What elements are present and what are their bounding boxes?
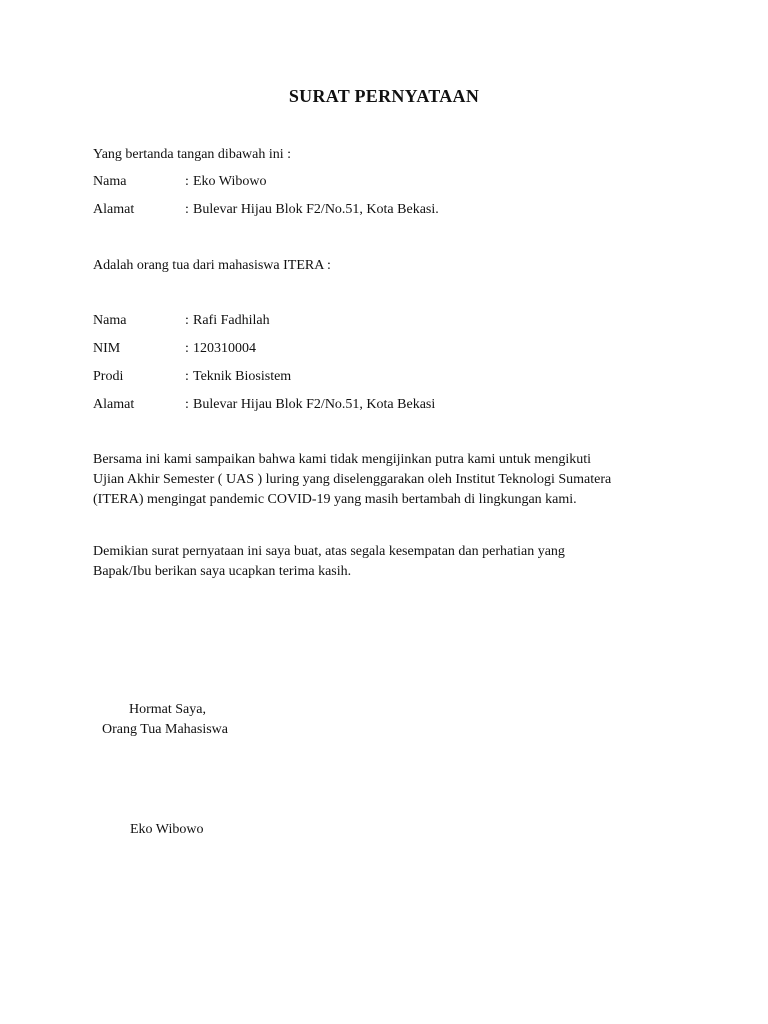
parent-address-row	[93, 200, 439, 220]
student-address-value: Bulevar Hijau Blok F2/No.51, Kota Bekasi	[193, 397, 436, 412]
field-label: Nama	[93, 313, 127, 328]
statement-line: Bersama ini kami sampaikan bahwa kami tidak mengijinkan putra kami untuk mengikuti	[93, 452, 592, 467]
statement-line: Ujian Akhir Semester ( UAS ) luring yang diselenggarakan oleh Institut Teknologi Sumatera	[93, 472, 612, 487]
student-intro-text: Adalah orang tua dari mahasiswa ITERA :	[93, 258, 331, 273]
letter-title: SURAT PERNYATAAN	[288, 86, 480, 106]
parent-name-row	[93, 172, 266, 192]
field-label: Prodi	[93, 369, 124, 384]
signature-name: Eko Wibowo	[130, 822, 204, 837]
field-separator: :	[185, 313, 189, 328]
field-label: Nama	[93, 174, 127, 189]
signature-salutation: Hormat Saya,	[129, 702, 206, 717]
field-separator: :	[185, 369, 189, 384]
field-label: Alamat	[93, 202, 135, 217]
signature-role: Orang Tua Mahasiswa	[102, 722, 228, 737]
student-name-value: Rafi Fadhilah	[193, 313, 270, 328]
field-label: Alamat	[93, 397, 135, 412]
parent-address-value: Bulevar Hijau Blok F2/No.51, Kota Bekasi.	[193, 202, 439, 217]
parent-name-value: Eko Wibowo	[193, 174, 267, 189]
field-label: NIM	[93, 341, 121, 356]
student-nim-row	[93, 339, 256, 359]
student-nim-value: 120310004	[193, 341, 256, 356]
field-separator: :	[185, 397, 189, 412]
statement-line: (ITERA) mengingat pandemic COVID-19 yang masih bertambah di lingkungan kami.	[93, 492, 577, 507]
field-separator: :	[185, 202, 189, 217]
student-prodi-value: Teknik Biosistem	[193, 369, 292, 384]
student-address-row	[93, 395, 435, 415]
closing-line: Demikian surat pernyataan ini saya buat, atas segala kesempatan dan perhatian yang	[93, 544, 565, 559]
closing-line: Bapak/Ibu berikan saya ucapkan terima kasih.	[93, 564, 352, 579]
closing-paragraph	[93, 542, 683, 582]
student-prodi-row	[93, 367, 291, 387]
intro-text: Yang bertanda tangan dibawah ini :	[93, 147, 292, 162]
field-separator: :	[185, 174, 189, 189]
field-separator: :	[185, 341, 189, 356]
statement-paragraph	[93, 450, 683, 510]
student-name-row	[93, 311, 270, 331]
